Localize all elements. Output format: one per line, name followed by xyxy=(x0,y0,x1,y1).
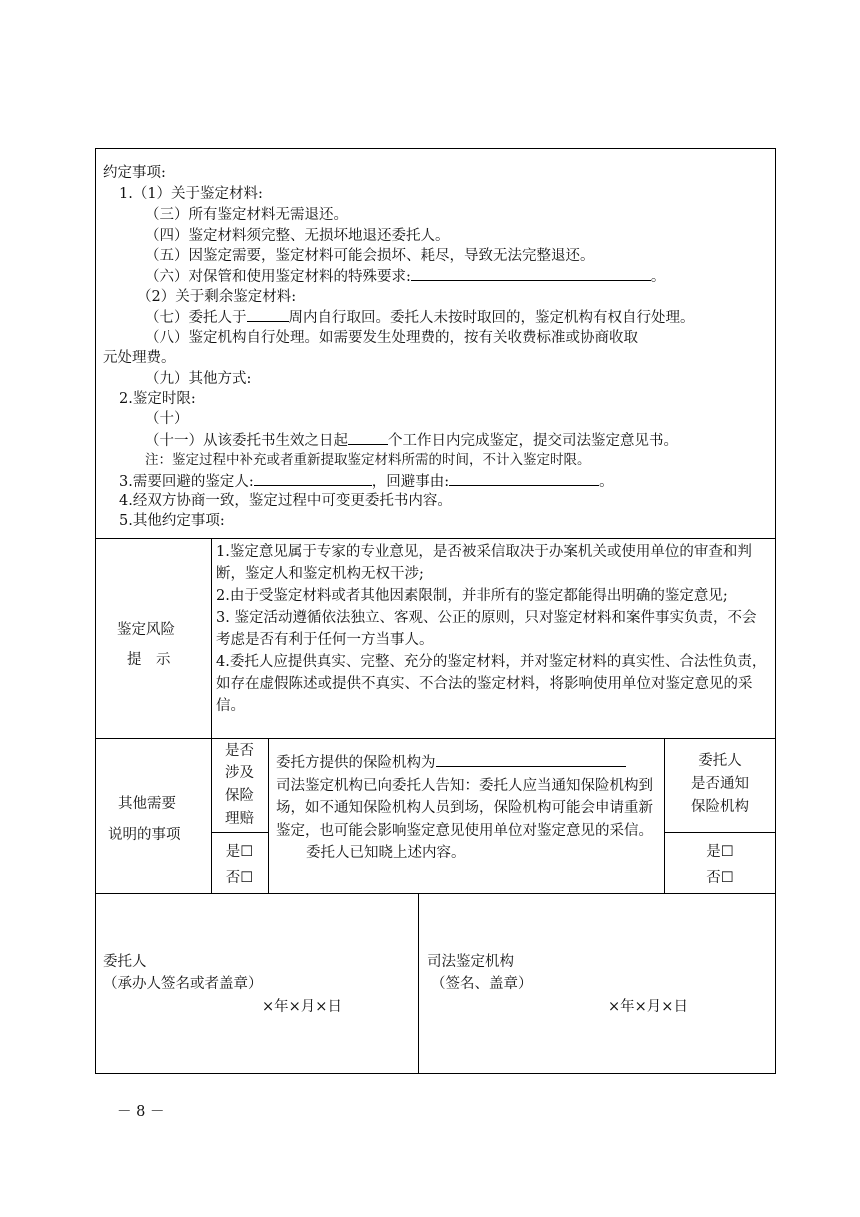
insurance-question-2: 涉及 xyxy=(225,765,254,781)
risk-point-4: 4.委托人应提供真实、完整、充分的鉴定材料，并对鉴定材料的真实性、合法性负责，如存在虚假陈述或提供不真实、不合法的鉴定材料，将影响使用单位对鉴定意见的采信。 xyxy=(216,654,767,714)
option-3: （三）所有鉴定材料无需退还。 xyxy=(145,207,348,223)
option-8: （八）鉴定机构自行处理。如需要发生处理费的，按有关收费标准或协商收取 xyxy=(145,330,638,346)
option-5: （五）因鉴定需要，鉴定材料可能会损坏、耗尽，导致无法完整退还。 xyxy=(145,248,595,264)
option-11-label: （十一）从该委托书生效之日起 xyxy=(145,433,348,449)
notify-answer-divider xyxy=(664,832,776,833)
recusal-reason-blank[interactable] xyxy=(449,471,599,486)
risk-notice xyxy=(216,541,768,717)
option-11: （十一）从该委托书生效之日起 个工作日内完成鉴定，提交司法鉴定意见书。 xyxy=(145,430,678,451)
item-5: 5.其他约定事项: xyxy=(119,513,225,529)
notify-question-3: 保险机构 xyxy=(691,799,749,815)
item-4: 4.经双方协商一致，鉴定过程中可变更委托书内容。 xyxy=(119,493,452,509)
option-7: （七）委托人于 周内自行取回。委托人未按时取回的，鉴定机构有权自行处理。 xyxy=(145,307,695,328)
agreement-heading: 约定事项: xyxy=(103,165,166,181)
risk-point-3: 3. 鉴定活动遵循依法独立、客观、公正的原则，只对鉴定材料和案件事实负责，不会考虑是否有利于任何一方当事人。 xyxy=(216,610,757,648)
org-title: 司法鉴定机构 xyxy=(427,954,514,970)
item-1-remaining: （2）关于剩余鉴定材料: xyxy=(137,289,297,305)
notify-yes-checkbox[interactable]: 是☐ xyxy=(706,844,734,860)
option-10: （十） xyxy=(145,411,189,427)
insurance-no-checkbox[interactable]: 否☐ xyxy=(225,870,254,886)
item-3-recusal: 3.需要回避的鉴定人: ，回避事由: 。 xyxy=(119,471,614,492)
notify-no-checkbox[interactable]: 否☐ xyxy=(706,870,734,886)
signature-divider xyxy=(418,893,419,1074)
risk-point-2: 2.由于受鉴定材料或者其他因素限制，并非所有的鉴定都能得出明确的鉴定意见; xyxy=(216,588,728,604)
row-divider-other xyxy=(95,893,776,894)
client-date: ×年×月×日 xyxy=(262,999,342,1015)
row-divider-risk xyxy=(95,738,776,739)
insurance-question-1: 是否 xyxy=(225,743,254,759)
risk-label-line2: 提 示 xyxy=(127,652,171,668)
item-2-time-limit: 2.鉴定时限: xyxy=(119,391,196,407)
notify-question-2: 是否通知 xyxy=(691,776,749,792)
option-6: （六）对保管和使用鉴定材料的特殊要求: 。 xyxy=(145,266,665,287)
insurance-yes-checkbox[interactable]: 是☐ xyxy=(225,844,254,860)
notify-question-1: 委托人 xyxy=(698,753,742,769)
org-date: ×年×月×日 xyxy=(608,999,688,1015)
insurer-label: 委托方提供的保险机构为 xyxy=(276,755,436,771)
insurance-notice xyxy=(276,752,660,865)
client-title: 委托人 xyxy=(103,954,147,970)
insurer-blank[interactable] xyxy=(436,752,626,767)
col-divider-label xyxy=(211,538,212,893)
option-7-label: （七）委托人于 xyxy=(145,310,247,326)
other-label-line1: 其他需要 xyxy=(118,796,176,812)
option-6-label: （六）对保管和使用鉴定材料的特殊要求: xyxy=(145,269,411,285)
weeks-blank[interactable] xyxy=(247,307,289,322)
insurance-question-4: 理赔 xyxy=(225,811,254,827)
acknowledgement: 委托人已知晓上述内容。 xyxy=(306,845,466,861)
recused-expert-blank[interactable] xyxy=(254,471,372,486)
insurer-notice-text: 司法鉴定机构已向委托人告知：委托人应当通知保险机构到场，如不通知保险机构人员到场，保险机构可能会申请重新鉴定，也可能会影响鉴定意见使用单位对鉴定意见的采信。 xyxy=(276,777,653,839)
workdays-blank[interactable] xyxy=(348,430,388,445)
insurance-answer-divider xyxy=(211,832,268,833)
row-divider-agreement xyxy=(95,538,776,539)
risk-label-line1: 鉴定风险 xyxy=(117,622,175,638)
col-divider-insurance xyxy=(268,738,269,893)
insurance-question-3: 保险 xyxy=(225,788,254,804)
special-requirement-blank[interactable] xyxy=(411,266,651,281)
item-3-label: 3.需要回避的鉴定人: xyxy=(119,474,254,490)
org-signature-note: （签名、盖章） xyxy=(431,976,533,992)
option-9: （九）其他方式: xyxy=(145,371,252,387)
item-1-materials: 1.（1）关于鉴定材料: xyxy=(119,186,263,202)
page-number: － 8 － xyxy=(117,1104,165,1120)
option-4: （四）鉴定材料须完整、无损坏地退还委托人。 xyxy=(145,228,450,244)
time-limit-note: 注：鉴定过程中补充或者重新提取鉴定材料所需的时间，不计入鉴定时限。 xyxy=(145,452,591,468)
client-signature-note: （承办人签名或者盖章） xyxy=(103,976,263,992)
risk-point-1: 1.鉴定意见属于专家的专业意见，是否被采信取决于办案机关或使用单位的审查和判断，鉴定人和鉴定机构无权干涉; xyxy=(216,544,752,582)
option-8-cont: 元处理费。 xyxy=(103,350,176,366)
insurer-line xyxy=(276,752,660,775)
other-label-line2: 说明的事项 xyxy=(108,827,181,843)
